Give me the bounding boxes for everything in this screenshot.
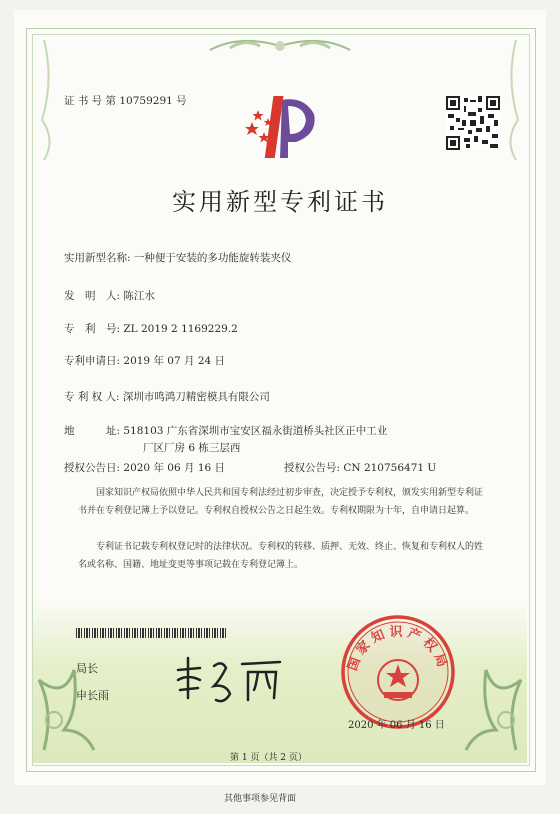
field-grant-number <box>284 460 436 475</box>
director-name: 申长雨 <box>76 689 109 702</box>
seal-date: 2020 年 06 月 16 日 <box>348 720 445 731</box>
seal-text: 国家知识产权局 <box>345 625 451 673</box>
utility-model-name-label: 实用新型名称: <box>64 252 131 264</box>
patent-number-value: ZL 2019 2 1169229.2 <box>123 323 238 335</box>
patentee-value: 深圳市鸣鸿刀精密模具有限公司 <box>122 391 270 403</box>
grant-number-label: 授权公告号: <box>284 462 341 474</box>
field-patent-number <box>64 321 238 336</box>
certificate-number-label: 证 书 号 第 <box>64 95 117 107</box>
field-inventor <box>64 288 155 303</box>
certificate-number-line <box>64 93 187 108</box>
qr-code-icon <box>446 96 500 150</box>
footer-note: 其他事项参见背面 <box>224 794 297 804</box>
field-utility-model-name <box>64 250 291 265</box>
field-patentee <box>64 389 270 404</box>
signature-icon <box>170 650 290 710</box>
inventor-value: 陈江水 <box>123 290 155 302</box>
corner-ornament-right-icon <box>456 650 526 760</box>
certificate-title: 实用新型专利证书 <box>172 188 388 216</box>
certificate-number-suffix: 号 <box>176 95 187 107</box>
grant-date-value: 2020 年 06 月 16 日 <box>123 462 226 474</box>
inventor-label: 发 明 人: <box>64 290 121 302</box>
filing-date-value: 2019 年 07 月 24 日 <box>123 355 226 367</box>
utility-model-name-value: 一种便于安装的多功能旋转装夹仪 <box>133 252 292 264</box>
grant-date-label: 授权公告日: <box>64 462 121 474</box>
page-indicator: 第 1 页（共 2 页） <box>230 753 307 763</box>
field-address <box>64 423 387 438</box>
grant-number-value: CN 210756471 U <box>343 462 437 474</box>
address-label: 地 址: <box>64 425 121 437</box>
field-grant-date <box>64 460 225 475</box>
patentee-label: 专 利 权 人: <box>64 391 120 403</box>
paragraph-legal-status: 专利证书记载专利权登记时的法律状况。专利权的转移、质押、无效、终止、恢复和专利权人的姓名或名称、国籍、地址变更等事项记载在专利登记簿上。 <box>78 542 484 570</box>
address-line-2: 厂区厂房 6 栋三层西 <box>143 442 241 454</box>
paragraph-grant-statement: 国家知识产权局依照中华人民共和国专利法经过初步审查，决定授予专利权，颁发实用新型专利证书并在专利登记簿上予以登记。专利权自授权公告之日起生效。专利权期限为十年，自申请日起算。 <box>78 488 484 516</box>
barcode-icon <box>76 628 228 638</box>
certificate-number: 10759291 <box>119 95 173 107</box>
cnipa-logo-icon <box>244 92 324 164</box>
top-ornament-icon <box>200 32 360 58</box>
patent-number-label: 专 利 号: <box>64 323 121 335</box>
director-title: 局长 <box>76 662 98 675</box>
official-seal-icon <box>338 612 458 732</box>
field-filing-date <box>64 353 225 368</box>
filing-date-label: 专利申请日: <box>64 355 121 367</box>
address-line-1: 518103 广东省深圳市宝安区福永街道桥头社区正中工业 <box>123 425 388 437</box>
